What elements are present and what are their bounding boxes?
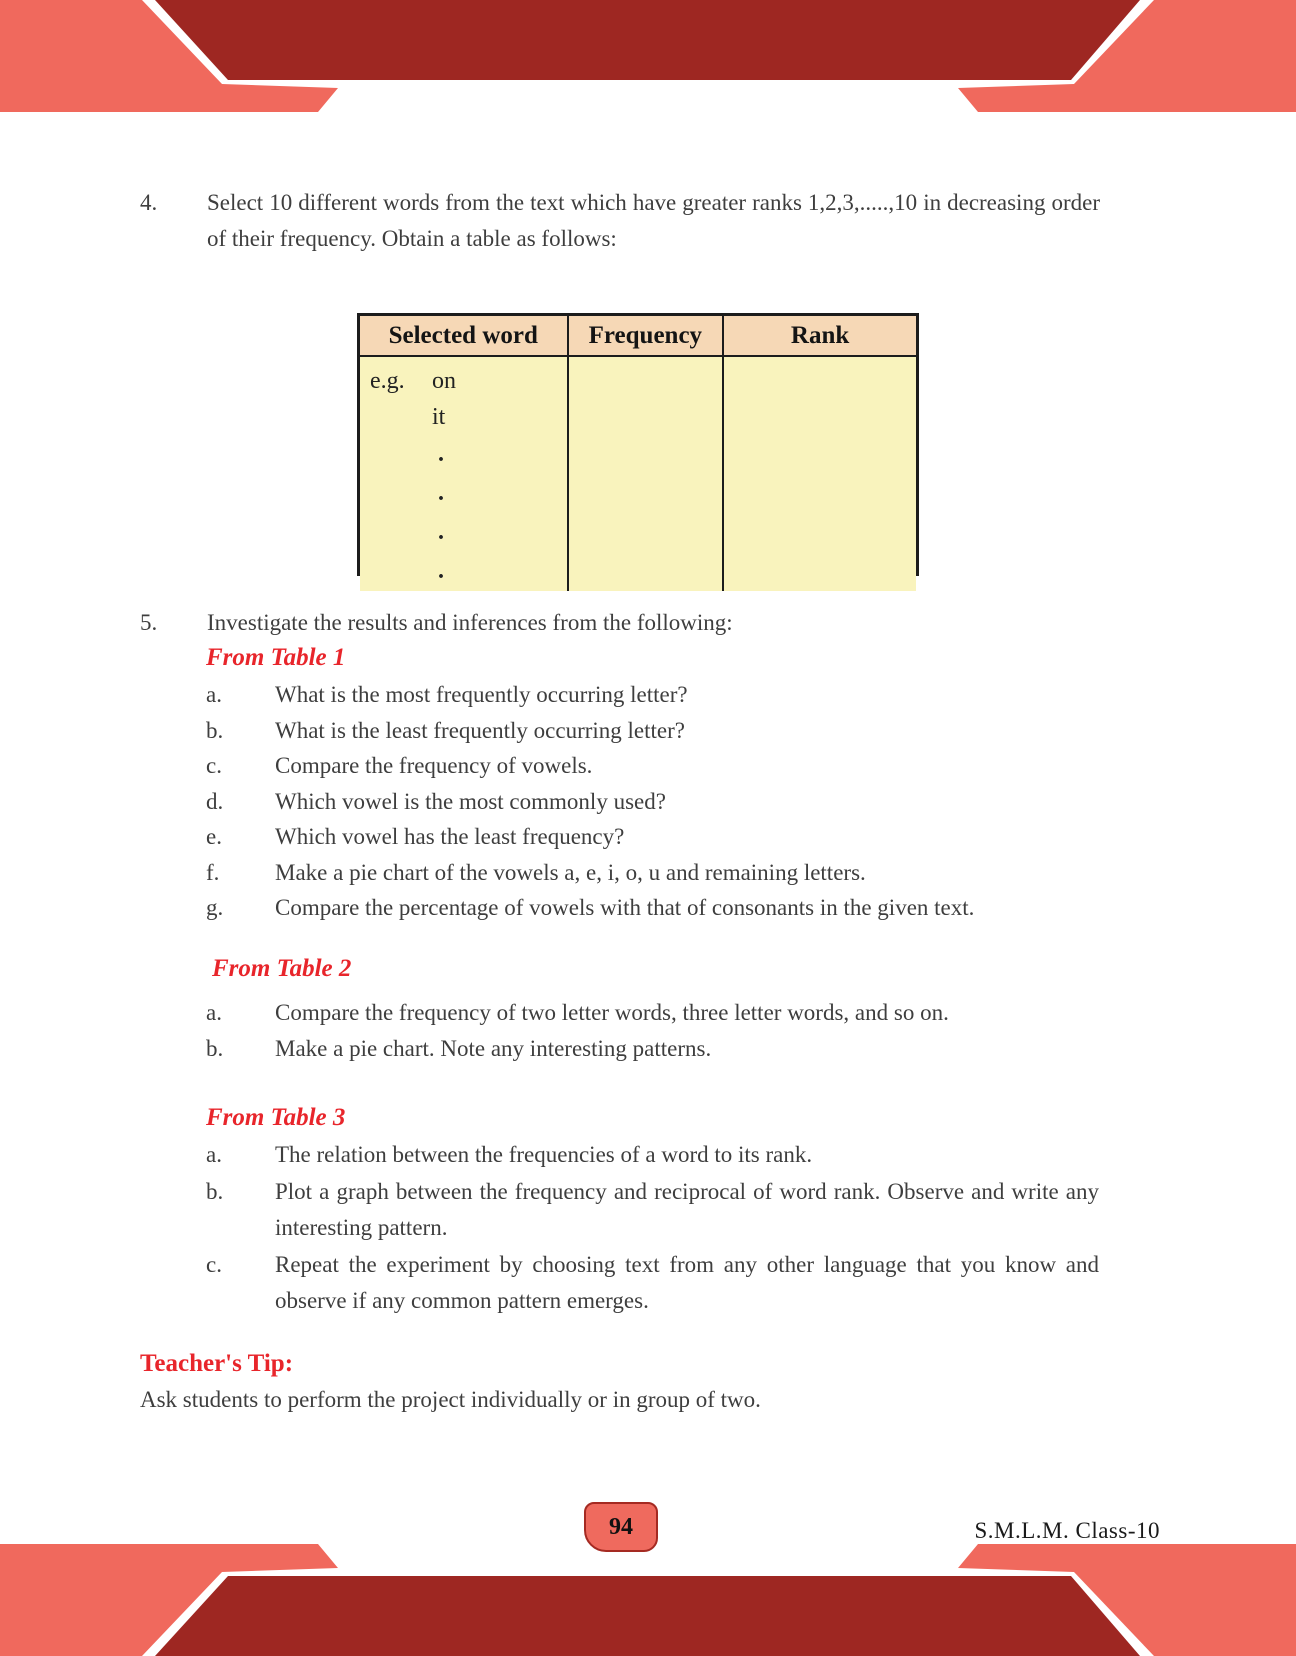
question-4 xyxy=(140,185,1100,257)
item-text: What is the most frequently occurring letter? xyxy=(275,682,688,707)
ellipsis-dot: . xyxy=(438,441,444,467)
section-title-table-2: From Table 2 xyxy=(212,955,352,982)
item-label: f. xyxy=(206,859,220,885)
question-list-table-3 xyxy=(206,1137,1099,1320)
question-list-table-2 xyxy=(206,995,1099,1066)
example-word: it xyxy=(432,404,446,430)
book-edition-label: S.M.L.M. Class-10 xyxy=(974,1518,1160,1543)
question-5-text: Investigate the results and inferences from the following: xyxy=(207,610,733,635)
table-header-selected-word: Selected word xyxy=(360,316,569,357)
example-word: on xyxy=(432,368,456,394)
ellipsis-dot: . xyxy=(438,558,444,584)
example-label: e.g. xyxy=(370,368,405,394)
item-text: Make a pie chart. Note any interesting patterns. xyxy=(275,1035,712,1061)
item-text: Compare the percentage of vowels with that of consonants in the given text. xyxy=(275,895,975,920)
list-item xyxy=(206,748,1099,784)
ellipsis-dot: . xyxy=(438,480,444,506)
teachers-tip-title: Teacher's Tip: xyxy=(140,1350,294,1377)
item-label: e. xyxy=(206,824,222,849)
question-4-number: 4. xyxy=(140,190,158,215)
item-label: d. xyxy=(206,788,224,814)
item-label: b. xyxy=(206,717,224,743)
item-text: What is the least frequently occurring letter? xyxy=(275,717,685,743)
list-item xyxy=(206,995,1099,1031)
list-item xyxy=(206,855,1099,891)
question-4-text: Select 10 different words from the text which have greater ranks 1,2,3,.....,10 in decreasing order of their frequency. Obtain a table as follows: xyxy=(207,190,1100,251)
footer-ribbon xyxy=(0,1544,1296,1656)
table-cell-rank-empty xyxy=(724,357,916,591)
word-frequency-table xyxy=(357,313,919,584)
item-text: Compare the frequency of two letter words, three letter words, and so on. xyxy=(275,1000,949,1025)
list-item xyxy=(206,677,1099,713)
item-text: The relation between the frequencies of a word to its rank. xyxy=(275,1142,813,1167)
question-list-table-1 xyxy=(206,677,1099,926)
item-text: Which vowel has the least frequency? xyxy=(275,824,625,849)
item-label: g. xyxy=(206,895,224,920)
item-text: Compare the frequency of vowels. xyxy=(275,753,593,778)
table-header-rank: Rank xyxy=(724,316,916,357)
list-item xyxy=(206,819,1099,855)
example-words xyxy=(432,363,456,591)
teachers-tip-text: Ask students to perform the project individually or in group of two. xyxy=(140,1387,761,1412)
table-header-frequency: Frequency xyxy=(569,316,725,357)
item-label: a. xyxy=(206,1142,222,1167)
item-label: a. xyxy=(206,1000,222,1025)
item-text: Make a pie chart of the vowels a, e, i, o, u and remaining letters. xyxy=(275,859,866,885)
item-label: c. xyxy=(206,753,222,778)
question-5 xyxy=(140,605,1100,641)
page-number-badge: 94 xyxy=(584,1502,658,1552)
list-item xyxy=(206,713,1099,749)
header-ribbon xyxy=(0,0,1296,112)
item-label: b. xyxy=(206,1035,224,1061)
ellipsis-dot: . xyxy=(438,519,444,545)
item-label: a. xyxy=(206,682,222,707)
item-text: Which vowel is the most commonly used? xyxy=(275,788,666,814)
list-item xyxy=(206,1247,1099,1320)
question-5-number: 5. xyxy=(140,610,158,635)
list-item xyxy=(206,784,1099,820)
list-item xyxy=(206,1137,1099,1174)
list-item xyxy=(206,1031,1099,1067)
item-label: c. xyxy=(206,1251,222,1277)
section-title-table-1: From Table 1 xyxy=(206,644,346,671)
table-cell-frequency-empty xyxy=(569,357,725,591)
item-label: b. xyxy=(206,1178,224,1204)
item-text: Repeat the experiment by choosing text from any other language that you know and observe if any common pattern emerges. xyxy=(275,1251,1099,1313)
list-item xyxy=(206,1174,1099,1247)
item-text: Plot a graph between the frequency and reciprocal of word rank. Observe and write any interesting pattern. xyxy=(275,1178,1099,1240)
section-title-table-3: From Table 3 xyxy=(206,1104,346,1131)
list-item xyxy=(206,890,1099,926)
table-cell-selected-word xyxy=(360,357,569,591)
